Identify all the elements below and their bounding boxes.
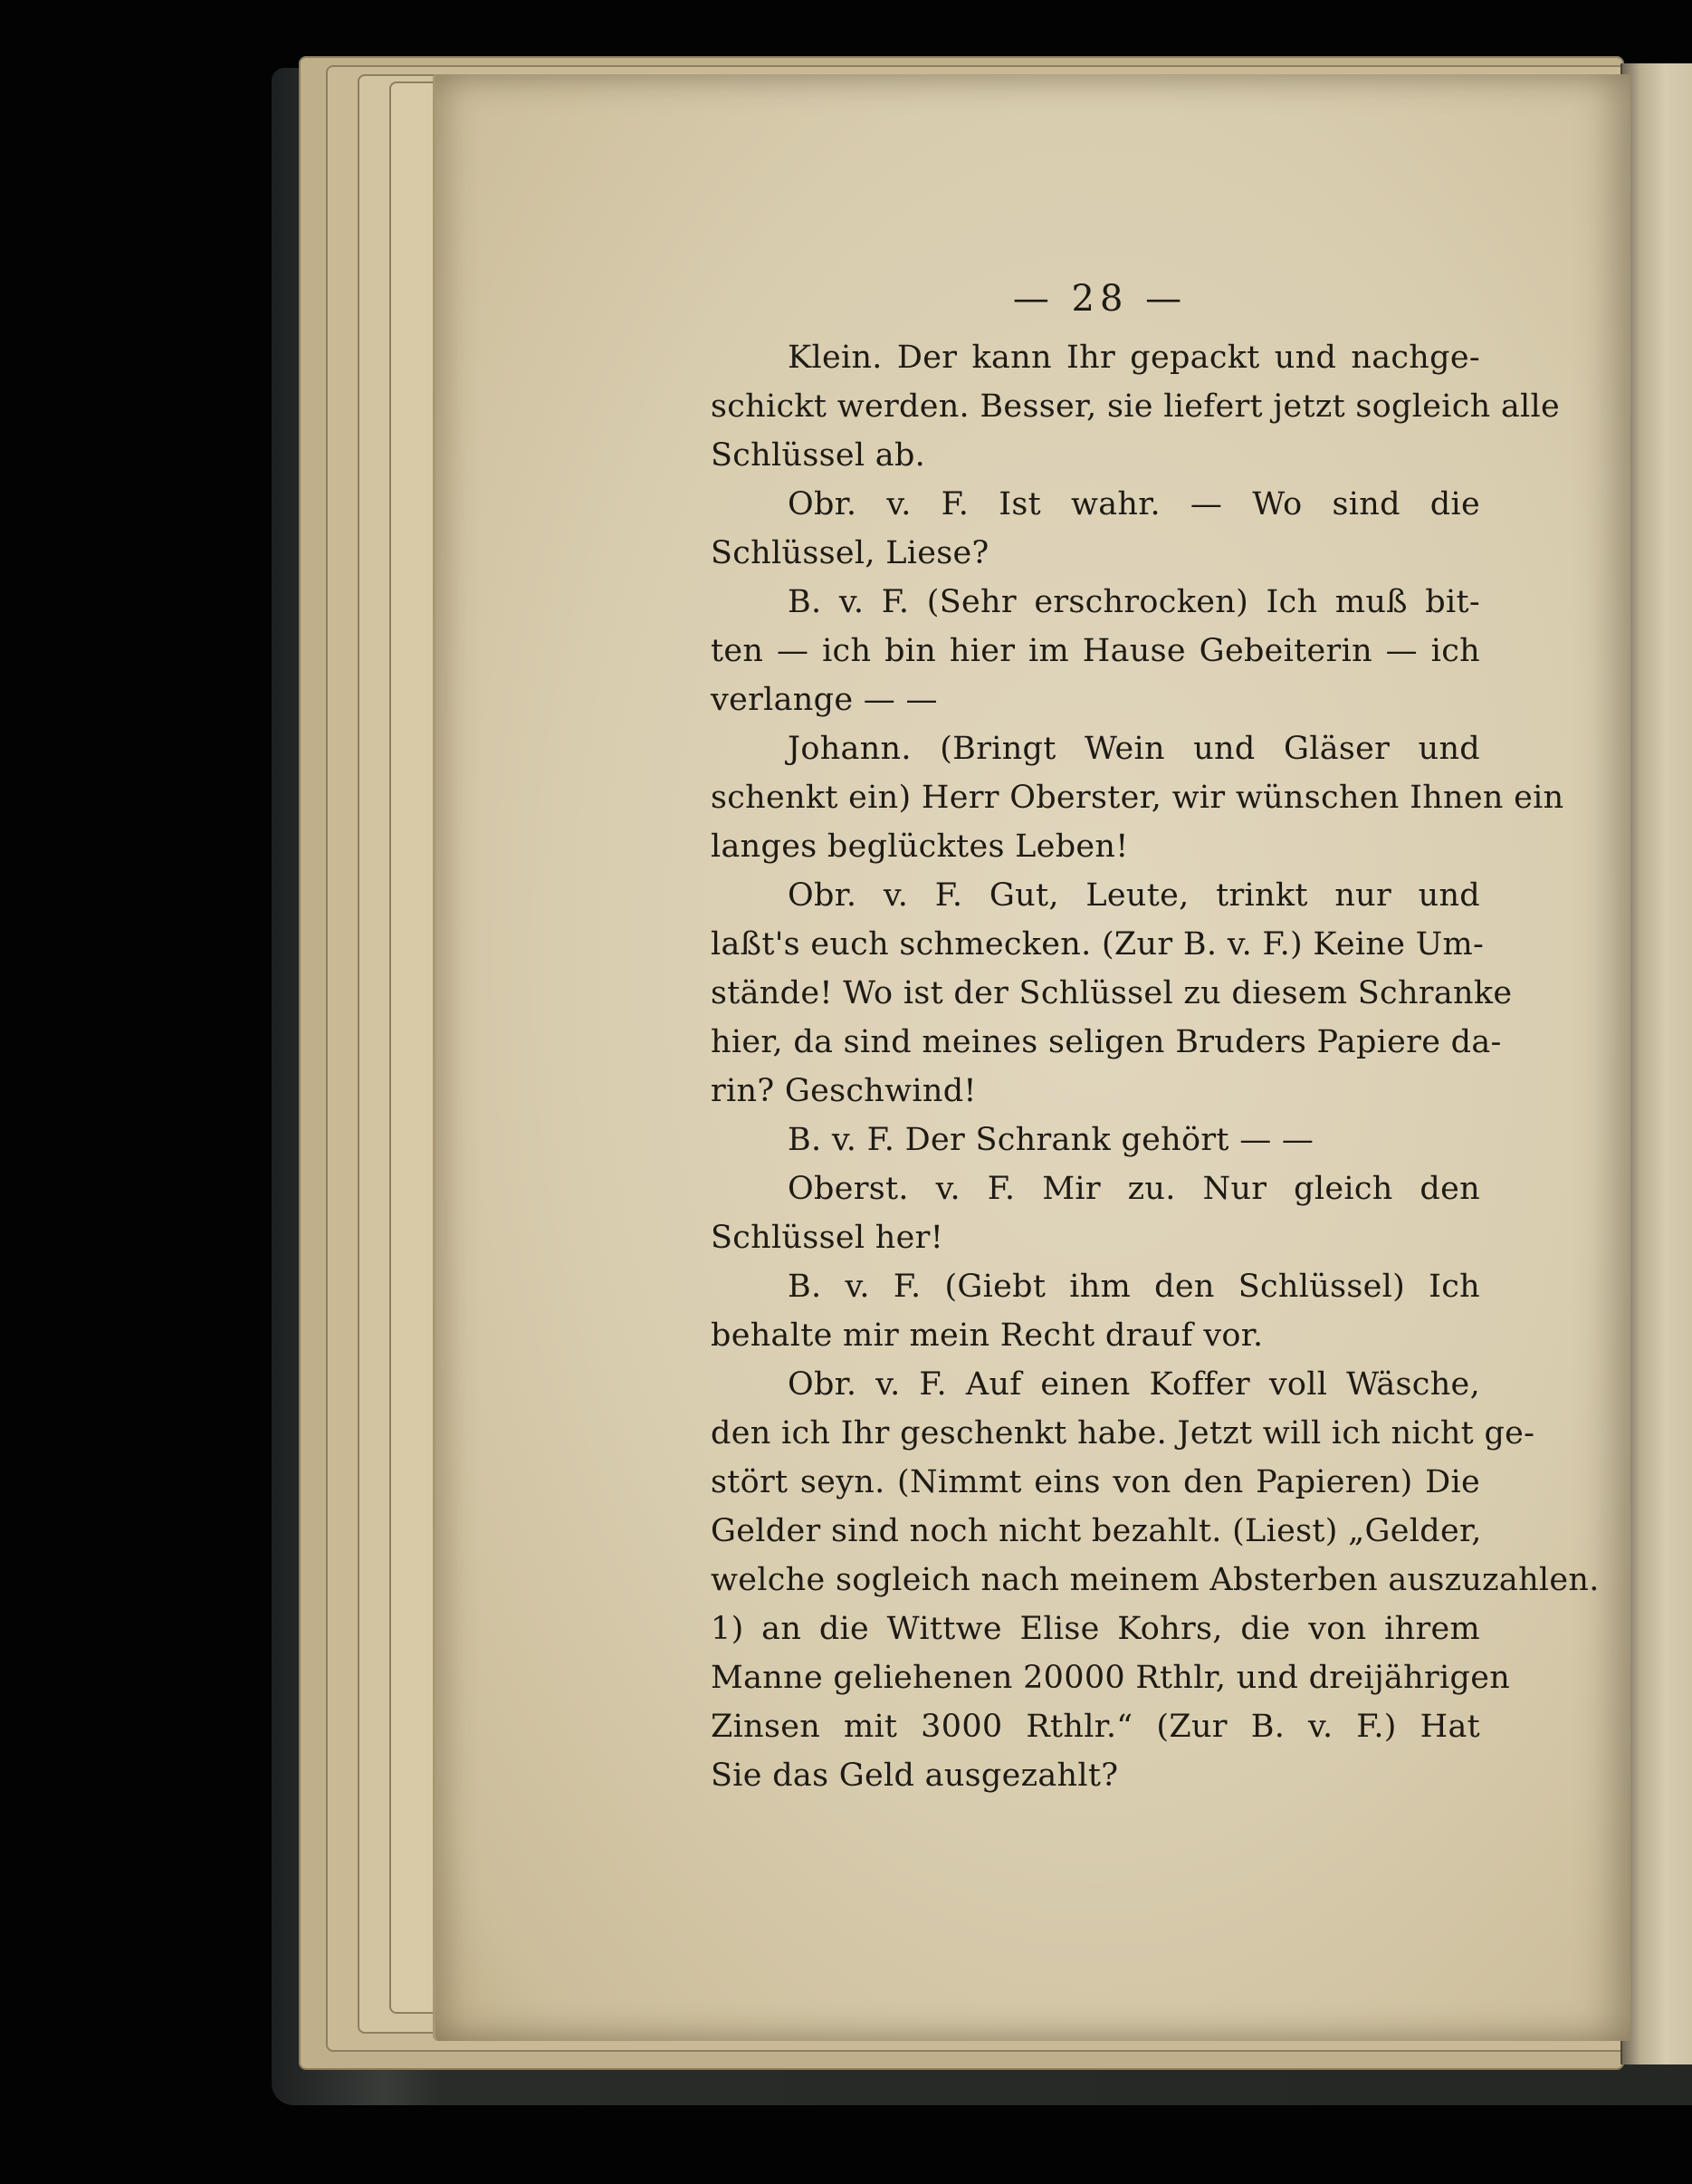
text-line: B. v. F. Der Schrank gehört — — xyxy=(788,1122,1314,1158)
text-line: Zinsen mit 3000 Rthlr.“ (Zur B. v. F.) Hat xyxy=(711,1709,1480,1745)
text-line: Gelder sind noch nicht bezahlt. (Liest) „Gelder, xyxy=(711,1513,1482,1549)
text-line: schenkt ein) Herr Oberster, wir wünschen Ihnen ein xyxy=(711,780,1564,816)
text-line: Obr. v. F. Auf einen Koffer voll Wäsche, xyxy=(788,1366,1480,1403)
text-line: Obr. v. F. Ist wahr. — Wo sind die xyxy=(788,486,1480,522)
text-line: 1) an die Wittwe Elise Kohrs, die von ihrem xyxy=(711,1611,1480,1647)
text-line: welche sogleich nach meinem Absterben auszuzahlen. xyxy=(711,1562,1600,1598)
text-line: langes beglücktes Leben! xyxy=(711,829,1129,865)
text-line: behalte mir mein Recht drauf vor. xyxy=(711,1317,1264,1354)
text-line: Klein. Der kann Ihr gepackt und nachge- xyxy=(788,340,1480,376)
text-line: stände! Wo ist der Schlüssel zu diesem Schranke xyxy=(711,975,1513,1011)
page-text xyxy=(711,272,1600,1800)
text-line: Schlüssel, Liese? xyxy=(711,535,989,571)
text-line: B. v. F. (Giebt ihm den Schlüssel) Ich xyxy=(788,1269,1480,1305)
facing-page-edge xyxy=(1620,63,1692,2064)
text-line: Schlüssel her! xyxy=(711,1220,944,1256)
text-line: rin? Geschwind! xyxy=(711,1073,977,1109)
text-line: schickt werden. Besser, sie liefert jetzt sogleich alle xyxy=(711,388,1561,425)
text-line: Schlüssel ab. xyxy=(711,437,926,474)
text-line: B. v. F. (Sehr erschrocken) Ich muß bit- xyxy=(788,584,1480,620)
text-line: verlange — — xyxy=(711,682,938,718)
page-number: — 28 — xyxy=(1012,278,1188,320)
text-line: stört seyn. (Nimmt eins von den Papieren) Die xyxy=(711,1464,1480,1500)
text-line: Sie das Geld ausgezahlt? xyxy=(711,1758,1119,1794)
text-line: Obr. v. F. Gut, Leute, trinkt nur und xyxy=(788,877,1480,914)
text-line: Manne geliehenen 20000 Rthlr, und dreijährigen xyxy=(711,1660,1511,1696)
text-line: den ich Ihr geschenkt habe. Jetzt will ich nicht ge- xyxy=(711,1415,1535,1451)
text-line: hier, da sind meines seligen Bruders Papiere da- xyxy=(711,1024,1502,1060)
text-line: Johann. (Bringt Wein und Gläser und xyxy=(788,731,1480,767)
text-line: Oberst. v. F. Mir zu. Nur gleich den xyxy=(788,1171,1480,1207)
text-line: ten — ich bin hier im Hause Gebeiterin — ich xyxy=(711,633,1480,669)
text-line: laßt's euch schmecken. (Zur B. v. F.) Keine Um- xyxy=(711,926,1485,963)
